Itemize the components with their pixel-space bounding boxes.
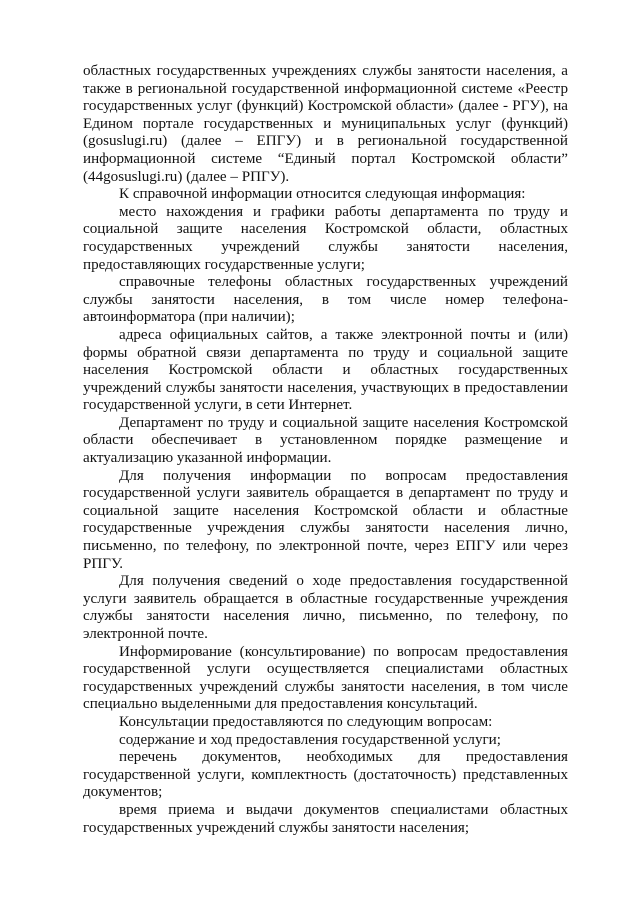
- paragraph-department-placement: Департамент по труду и социальной защите населения Костромской области обеспечивает в установленном порядке размещение и актуализацию указанной информации.: [83, 414, 568, 467]
- paragraph-continuation: областных государственных учреждениях службы занятости населения, а также в региональной государственной информационной системе «Реестр государственных услуг (функций) Костромской области» (далее - РГУ), на Едином портале государственных и муниципальных услуг (функций) (gosuslugi.ru) (далее – ЕПГУ) и в региональной государственной информационной системе “Единый портал Костромской области” (44gosuslugi.ru) (далее – РПГУ).: [83, 63, 568, 185]
- paragraph-consulting: Информирование (консультирование) по вопросам предоставления государственной услуги осуществляется специалистами областных государственных учреждений службы занятости населения, в том числе специально выделенными для предоставления консультаций.: [83, 643, 568, 713]
- paragraph-consultation-topics: Консультации предоставляются по следующим вопросам:: [119, 713, 493, 730]
- document-page: [83, 63, 568, 837]
- paragraph-location-schedule: место нахождения и графики работы департамента по труду и социальной защите населения Костромской области, областных государственных учреждений службы занятости населения, предоставляющих государственные услуги;: [83, 203, 568, 273]
- paragraph-obtaining-info: Для получения информации по вопросам предоставления государственной услуги заявитель обращается в департамент по труду и социальной защите населения Костромской области и областные государственные учреждения службы занятости населения лично, письменно, по телефону, по электронной почте, через ЕПГУ или через РПГУ.: [83, 467, 568, 572]
- list-item-documents: перечень документов, необходимых для предоставления государственной услуги, комплектность (достаточность) представленных документов;: [83, 749, 568, 801]
- paragraph-progress-info: Для получения сведений о ходе предоставления государственной услуги заявитель обращается в областные государственные учреждения службы занятости населения лично, письменно, по телефону, по электронной почте.: [83, 573, 568, 642]
- list-item-reception-time: время приема и выдачи документов специалистами областных государственных учреждений службы занятости населения;: [83, 801, 568, 836]
- paragraph-reference-info-intro: К справочной информации относится следующая информация:: [119, 186, 526, 203]
- paragraph-phones: справочные телефоны областных государственных учреждений службы занятости населения, в том числе номер телефона-автоинформатора (при наличии);: [83, 274, 568, 326]
- paragraph-websites: адреса официальных сайтов, а также электронной почты и (или) формы обратной связи департамента по труду и социальной защите населения Костромской области и областных государственных учреждений службы занятости населения, участвующих в предоставлении государственной услуги, в сети Интернет.: [83, 326, 568, 414]
- list-item-content: содержание и ход предоставления государственной услуги;: [119, 731, 501, 748]
